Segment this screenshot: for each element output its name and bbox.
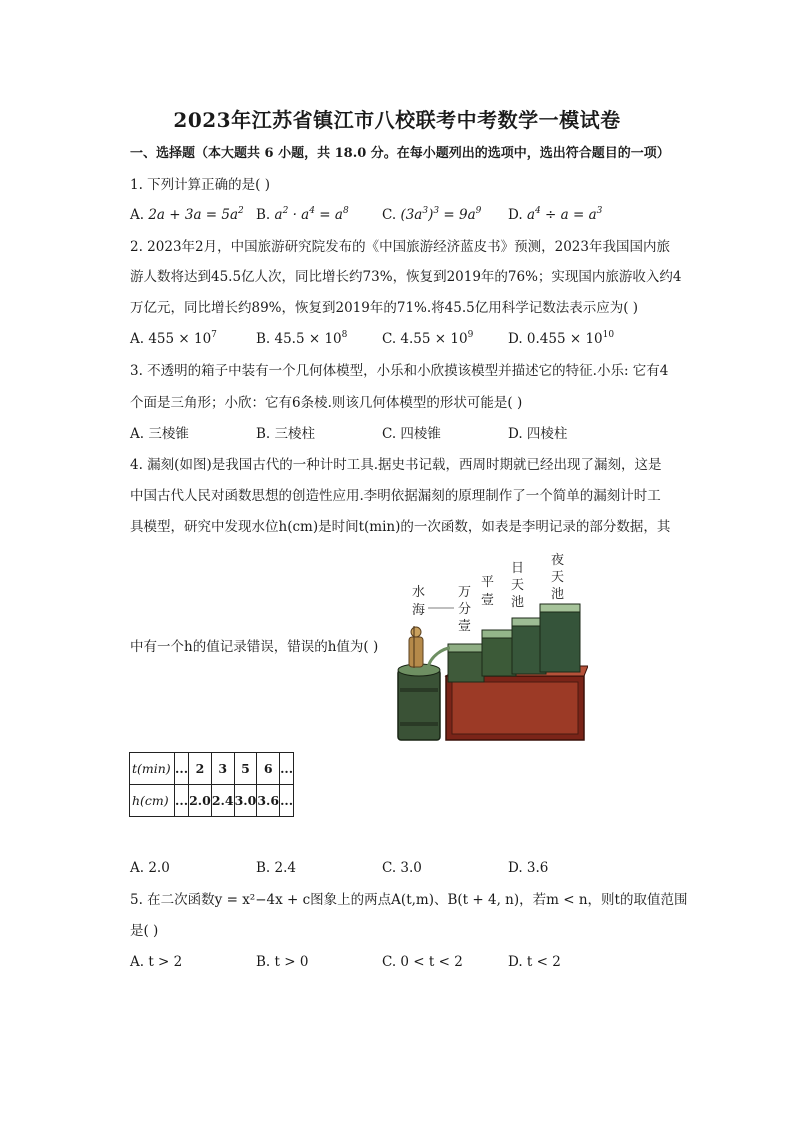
q5-option-c: C. 0 < t < 2 — [382, 954, 463, 970]
q4-line-4: 中有一个h的值记录错误，错误的h值为( ) — [130, 639, 379, 655]
q4-line-3: 具模型，研究中发现水位h(cm)是时间t(min)的一次函数，如表是李明记录的部分数据，其 — [130, 519, 671, 535]
table-cell: 3.6 — [257, 785, 280, 817]
q2-option-a: A. $455 \times 10^7$ — [130, 330, 217, 347]
table-cell: 2 — [189, 753, 212, 785]
svg-text:万: 万 — [458, 585, 472, 600]
q3-option-d: D. 四棱柱 — [508, 426, 568, 442]
q1-option-a: A. $2a + 3a = 5a^2$ — [130, 206, 244, 223]
q5-line-1: 5. 在二次函数y = x²−4x + c图象上的两点A(t,m)、B(t + 4, n)，若m < n，则t的取值范围 — [130, 892, 688, 908]
q2-option-b: B. $45.5 \times 10^8$ — [256, 330, 348, 347]
svg-text:池: 池 — [551, 587, 565, 602]
q3-line-2: 个面是三角形；小欣：它有6条棱.则该几何体模型的形状可能是( ) — [130, 395, 523, 411]
q5-line-2: 是( ) — [130, 923, 159, 939]
exam-title: 2023年江苏省镇江市八校联考中考数学一模试卷 — [173, 108, 621, 132]
q5-option-d: D. t < 2 — [508, 954, 561, 970]
svg-text:平: 平 — [481, 575, 495, 590]
svg-text:壹: 壹 — [481, 593, 495, 608]
table-cell: 3 — [211, 753, 234, 785]
table-row-height — [130, 785, 294, 817]
svg-text:夜: 夜 — [551, 553, 565, 568]
q2-option-c: C. $4.55 \times 10^9$ — [382, 330, 474, 347]
q4-option-a: A. 2.0 — [130, 860, 170, 876]
q4-line-1: 4. 漏刻(如图)是我国古代的一种计时工具.据史书记载，西周时期就已经出现了漏刻，这是 — [130, 457, 662, 473]
svg-text:海: 海 — [412, 603, 426, 618]
q2-line-2: 游人数将达到45.5亿人次，同比增长约73%，恢复到2019年的76%；实现国内旅游收入约4 — [130, 269, 682, 285]
table-cell: ... — [280, 753, 294, 785]
q4-option-d: D. 3.6 — [508, 860, 549, 876]
figure-label-wan-fen-hu — [458, 585, 471, 634]
q5-option-b: B. t > 0 — [256, 954, 309, 970]
svg-text:壹: 壹 — [458, 619, 472, 634]
svg-text:天: 天 — [551, 570, 565, 585]
q3-option-b: B. 三棱柱 — [256, 426, 316, 442]
q4-option-b: B. 2.4 — [256, 860, 296, 876]
time-height-table — [129, 752, 294, 817]
svg-text:水: 水 — [412, 585, 426, 600]
figure-label-ping-hu — [481, 575, 494, 608]
q4-line-2: 中国古代人民对函数思想的创造性应用.李明依据漏刻的原理制作了一个简单的漏刻计时工 — [130, 488, 661, 504]
table-cell: ... — [280, 785, 294, 817]
q1-option-c: C. $(3a^3)^3 = 9a^9$ — [382, 206, 482, 223]
q5-option-a: A. t > 2 — [130, 954, 183, 970]
figure-label-ri-tian-chi — [511, 561, 524, 610]
svg-text:天: 天 — [511, 578, 525, 593]
table-row-time — [130, 753, 294, 785]
table-cell: 2.0 — [189, 785, 212, 817]
q3-option-c: C. 四棱锥 — [382, 426, 441, 442]
svg-text:池: 池 — [511, 595, 525, 610]
q3-option-a: A. 三棱锥 — [130, 426, 189, 442]
table-header-height: h(cm) — [130, 785, 175, 817]
svg-text:日: 日 — [511, 561, 525, 576]
figure-label-shui-hai — [412, 584, 425, 618]
q2-line-3: 万亿元，同比增长约89%，恢复到2019年的71%.将45.5亿用科学记数法表示应为( ) — [130, 300, 639, 316]
figure-label-ye-tian-chi — [551, 552, 564, 602]
table-cell: 3.0 — [234, 785, 257, 817]
table-cell: 5 — [234, 753, 257, 785]
q3-line-1: 3. 不透明的箱子中装有一个几何体模型，小乐和小欣摸该模型并描述它的特征.小乐: 它有4 — [130, 363, 669, 379]
table-cell: 6 — [257, 753, 280, 785]
q2-line-1: 2. 2023年2月，中国旅游研究院发布的《中国旅游经济蓝皮书》预测，2023年我国国内旅 — [130, 239, 670, 255]
table-header-time: t(min) — [130, 753, 175, 785]
svg-text:分: 分 — [458, 602, 472, 617]
section-heading: 一、选择题（本大题共 6 小题，共 18.0 分。在每小题列出的选项中，选出符合题目的一项） — [130, 146, 670, 161]
table-cell: ... — [175, 785, 189, 817]
water-clock-figure — [388, 548, 588, 744]
q2-option-d: D. $0.455 \times 10^{10}$ — [508, 330, 615, 347]
q1-option-b: B. $a^2 \cdot a^4 = a^8$ — [256, 206, 349, 223]
table-cell: ... — [175, 753, 189, 785]
q1-option-d: D. $a^4 \div a = a^3$ — [508, 206, 603, 223]
table-cell: 2.4 — [211, 785, 234, 817]
q4-option-c: C. 3.0 — [382, 860, 422, 876]
q1-stem: 1. 下列计算正确的是( ) — [130, 177, 270, 193]
